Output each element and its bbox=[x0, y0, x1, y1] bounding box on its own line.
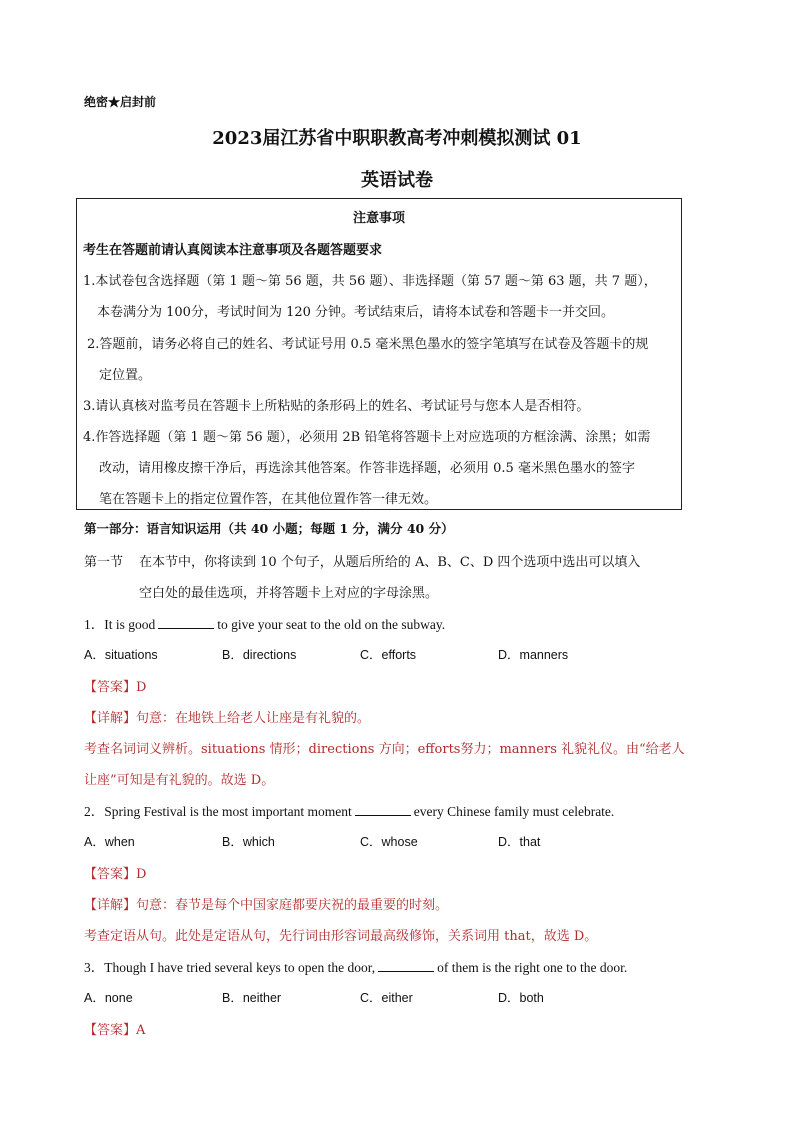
question-1-stem: 1．It is good bbox=[84, 617, 156, 632]
option-b: B．directions bbox=[222, 648, 297, 662]
part1-heading: 第一部分：语言知识运用（共 40 小题；每题 1 分，满分 40 分） bbox=[84, 521, 454, 536]
question-3-stem-end: of them is the right one to the door. bbox=[437, 960, 628, 975]
explanation: 考查名词词义辨析。situations 情形；directions 方向；efforts努力；manners 礼貌礼仪。由“给老人 bbox=[84, 742, 685, 757]
notice-item-3: 3.请认真核对监考员在答题卡上所粘贴的条形码上的姓名、考试证号与您本人是否相符。 bbox=[83, 399, 590, 414]
exam-subtitle: 英语试卷 bbox=[361, 170, 433, 191]
option-a: A．when bbox=[84, 835, 135, 849]
option-b: B．neither bbox=[222, 991, 282, 1005]
option-a: A．situations bbox=[84, 648, 158, 662]
notice-item-4-cont: 改动，请用橡皮擦干净后，再选涂其他答案。作答非选择题，必须用 0.5 毫米黑色墨水的签字 bbox=[99, 461, 635, 476]
explanation: 考查定语从句。此处是定语从句，先行词由形容词最高级修饰，关系词用 that，故选 D。 bbox=[84, 929, 598, 944]
answer-blank bbox=[378, 960, 434, 972]
answer-blank bbox=[355, 804, 411, 816]
notice-item-4-cont2: 笔在答题卡上的指定位置作答，在其他位置作答一律无效。 bbox=[99, 492, 438, 507]
notice-heading: 注意事项 bbox=[352, 211, 405, 226]
option-d: D．that bbox=[498, 835, 541, 849]
option-c: C．whose bbox=[360, 835, 418, 849]
notice-intro: 考生在答题前请认真阅读本注意事项及各题答题要求 bbox=[83, 243, 383, 258]
section-instructions-cont: 空白处的最佳选项，并将答题卡上对应的字母涂黑。 bbox=[139, 586, 439, 601]
detail-label: 【详解】句意：在地铁上给老人让座是有礼貌的。 bbox=[84, 711, 371, 726]
question-1 bbox=[84, 613, 445, 633]
question-3 bbox=[84, 956, 627, 976]
option-c: C．either bbox=[360, 991, 413, 1005]
question-2-stem-end: every Chinese family must celebrate. bbox=[413, 804, 615, 819]
answer-blank bbox=[158, 617, 214, 629]
answer-label: 【答案】A bbox=[84, 1023, 146, 1038]
option-c: C．efforts bbox=[360, 648, 417, 662]
explanation-cont: 让座”可知是有礼貌的。故选 D。 bbox=[84, 773, 275, 788]
option-b: B．which bbox=[222, 835, 275, 849]
question-1-stem-end: to give your seat to the old on the subway. bbox=[217, 617, 446, 632]
question-2 bbox=[84, 800, 614, 820]
notice-item-1: 1.本试卷包含选择题（第 1 题～第 56 题，共 56 题）、非选择题（第 57 题～第 63 题，共 7 题）， bbox=[83, 274, 657, 289]
question-3-stem: 3．Though I have tried several keys to open the door, bbox=[84, 960, 376, 975]
notice-item-1-cont: 本卷满分为 100分，考试时间为 120 分钟。考试结束后，请将本试卷和答题卡一并交回。 bbox=[97, 305, 615, 320]
notice-item-4: 4.作答选择题（第 1 题～第 56 题），必须用 2B 铅笔将答题卡上对应选项的方框涂满、涂黑；如需 bbox=[83, 430, 651, 445]
answer-label: 【答案】D bbox=[84, 867, 147, 882]
confidential-label: 绝密★启封前 bbox=[84, 95, 157, 109]
exam-title: 2023届江苏省中职职教高考冲刺模拟测试 01 bbox=[212, 128, 582, 149]
notice-item-2-cont: 定位置。 bbox=[99, 368, 152, 383]
answer-label: 【答案】D bbox=[84, 680, 147, 695]
question-2-stem: 2．Spring Festival is the most important moment bbox=[84, 804, 352, 819]
notice-box bbox=[76, 198, 682, 510]
option-d: D．manners bbox=[498, 648, 569, 662]
detail-label: 【详解】句意：春节是每个中国家庭都要庆祝的最重要的时刻。 bbox=[84, 898, 449, 913]
option-d: D．both bbox=[498, 991, 544, 1005]
section-label: 第一节 bbox=[84, 555, 124, 570]
notice-item-2: 2.答题前，请务必将自己的姓名、考试证号用 0.5 毫米黑色墨水的签字笔填写在试卷及答题卡的规 bbox=[87, 337, 649, 352]
option-a: A．none bbox=[84, 991, 133, 1005]
section-instructions: 在本节中，你将读到 10 个句子，从题后所给的 A、B、C、D 四个选项中选出可以填入 bbox=[139, 555, 641, 570]
